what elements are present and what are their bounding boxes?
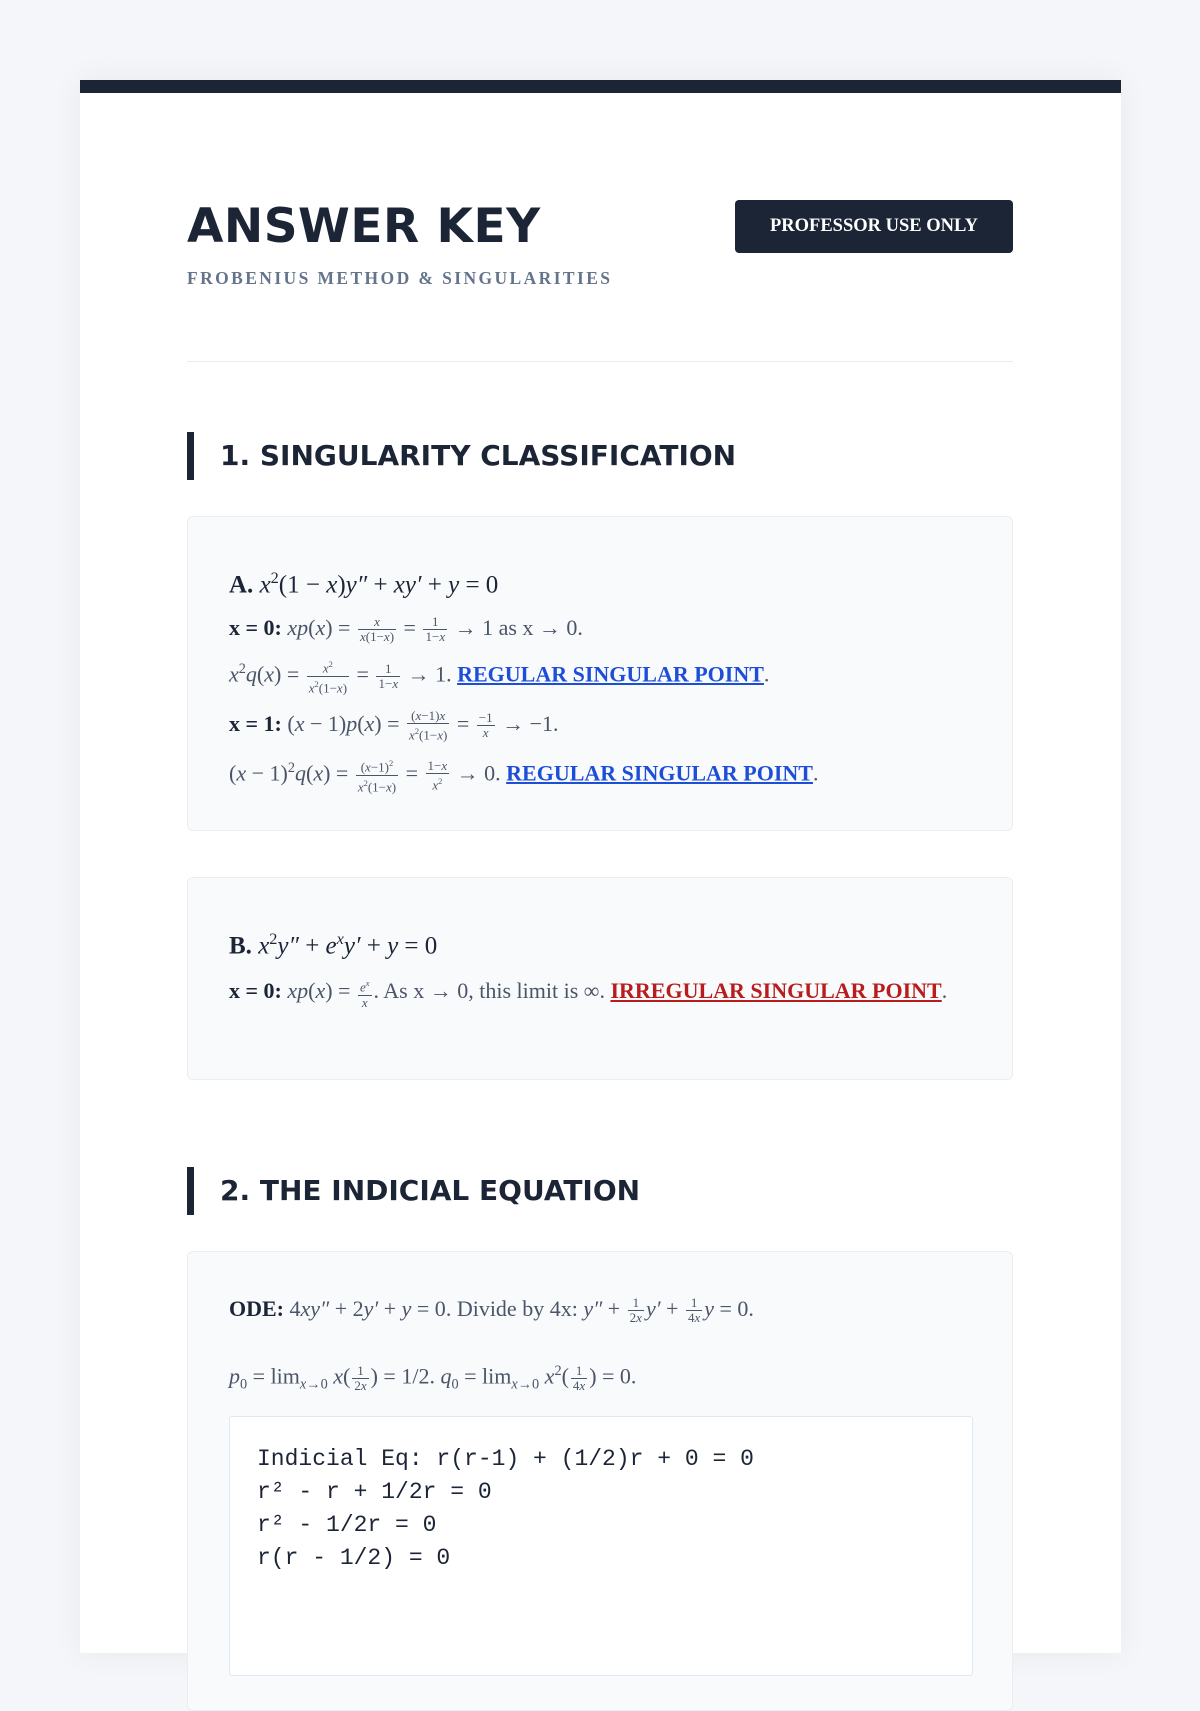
page-subtitle: FROBENIUS METHOD & SINGULARITIES bbox=[187, 268, 613, 288]
code-line: r² - r + 1/2r = 0 bbox=[257, 1479, 492, 1505]
header-divider bbox=[187, 361, 1013, 362]
problem-card-b bbox=[187, 877, 1013, 1080]
limits-line: $p_0 = \lim_{x\to 0} x$( $\frac{1}{2x}$ ) = 1/2. $q_0 = \lim_{x\to 0} x^2$( $\frac{1}{4x}$ ) = 0. bbox=[229, 1362, 637, 1393]
code-line: Indicial Eq: r(r-1) + (1/2)r + 0 = 0 bbox=[257, 1446, 754, 1472]
problem-card-a bbox=[187, 516, 1013, 831]
irregular-singular-link[interactable]: IRREGULAR SINGULAR POINT bbox=[610, 978, 942, 1003]
problem-a-x0-p: x = 0: xp(x) = $\frac{x}{x(1-x)}$ = $\frac{1}{1-x}$ → 1 as x → 0. bbox=[229, 614, 583, 645]
problem-a-x0-q: $x^2q(x)$ = $\frac{x^2}{x^2(1-x)}$ = $\frac{1}{1-x}$ → 1. REGULAR SINGULAR POINT. bbox=[229, 659, 770, 696]
section-heading-singularity bbox=[187, 432, 1013, 480]
problem-a-statement: A. $x^2(1 - x)y'' + xy' + y = 0$ bbox=[229, 569, 499, 599]
problem-a-x1-p: x = 1: (x − 1)p(x) = $\frac{(x-1)x}{x^2(1-x)}$ = $\frac{-1}{x}$ → −1. bbox=[229, 708, 559, 743]
answer-key-sheet bbox=[80, 80, 1121, 1653]
regular-singular-link-x1[interactable]: REGULAR SINGULAR POINT bbox=[506, 760, 813, 786]
professor-use-badge: PROFESSOR USE ONLY bbox=[735, 200, 1013, 253]
problem-a-x1-q: $(x - 1)^2q(x)$ = $\frac{(x-1)^2}{x^2(1-x)}$ = $\frac{1-x}{x^2}$ → 0. REGULAR SINGULAR POINT. bbox=[229, 757, 819, 795]
page-title: ANSWER KEY bbox=[187, 199, 541, 254]
indicial-code-block bbox=[229, 1416, 973, 1676]
section-title: 2. THE INDICIAL EQUATION bbox=[220, 1174, 641, 1207]
page-header bbox=[187, 93, 1013, 353]
problem-b-statement: B. $x^2y'' + e^xy' + y = 0$ bbox=[229, 930, 438, 960]
regular-singular-link-x0[interactable]: REGULAR SINGULAR POINT bbox=[457, 661, 764, 687]
code-line: r² - 1/2r = 0 bbox=[257, 1512, 437, 1538]
code-line: r(r - 1/2) = 0 bbox=[257, 1545, 451, 1571]
sheet-content bbox=[187, 93, 1013, 1571]
ode-line: ODE: 4xy″ + 2y′ + y = 0. Divide by 4x: y″ + $\frac{1}{2x}$ y′ + $\frac{1}{4x}$ y = 0. bbox=[229, 1295, 754, 1326]
section-title: 1. SINGULARITY CLASSIFICATION bbox=[220, 439, 737, 472]
section-heading-indicial bbox=[187, 1167, 1013, 1215]
indicial-card bbox=[187, 1251, 1013, 1711]
problem-b-x0: x = 0: xp(x) = $\frac{e^x}{x}$ . As x → 0, this limit is ∞. IRREGULAR SINGULAR POINT. bbox=[229, 978, 948, 1010]
